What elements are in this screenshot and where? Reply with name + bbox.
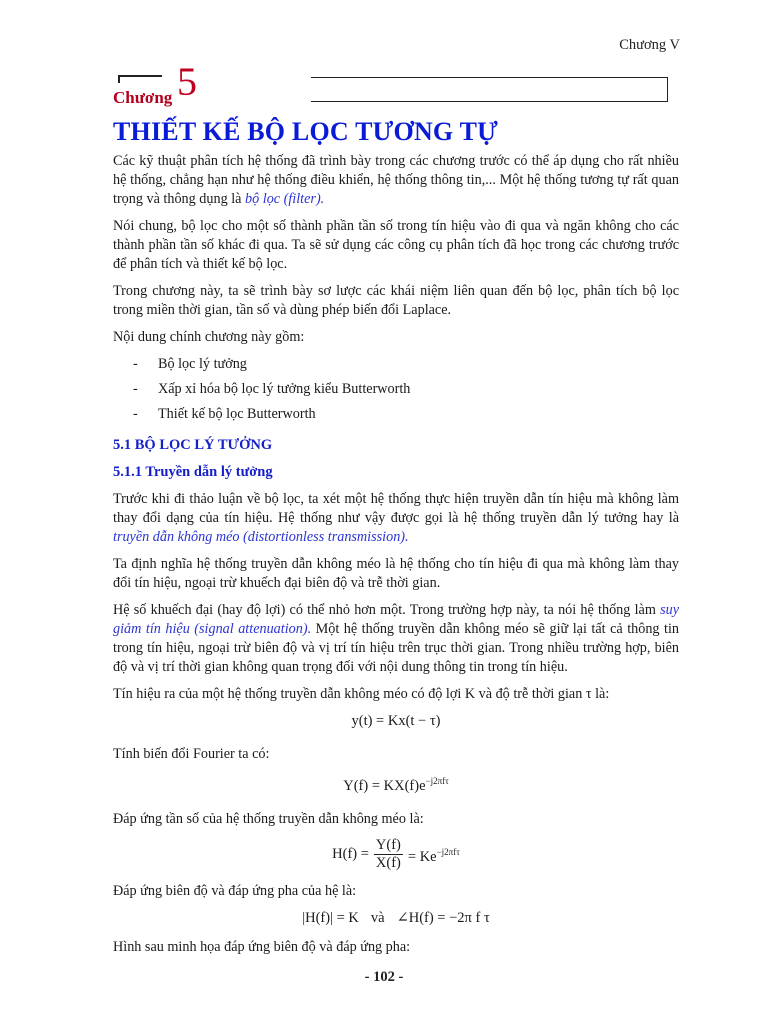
term-distortionless: truyền dẫn không méo (distortionless transmission).: [113, 529, 409, 545]
document-body: [113, 152, 679, 965]
frequency-response-paragraph: Đáp ứng tần số của hệ thống truyền dẫn không méo là:: [113, 811, 424, 827]
contents-list: [113, 355, 679, 424]
equation-time-domain: y(t) = Kx(t − τ): [351, 713, 441, 729]
page-number: - 102 -: [364, 969, 404, 985]
chapter-heading-box: [113, 59, 669, 110]
ideal-transmission-paragraph: Trước khi đi thảo luận về bộ lọc, ta xét một hệ thống thực hiện truyền dẫn tín hiệu mà không làm thay đổi dạng của tín hiệu. Hệ thống như vậy được gọi là hệ thống truyền dẫn lý tưởng hay là truyền dẫn không méo (distortionless transmission).: [113, 491, 679, 545]
magnitude-phase-paragraph: Đáp ứng biên độ và đáp ứng pha của hệ là:: [113, 883, 357, 899]
equation-fourier: $Y(f) = KX(f)e^{-j2\pi f\tau}$: [343, 776, 449, 794]
intro-paragraph: Các kỹ thuật phân tích hệ thống đã trình bày trong các chương trước có thể áp dụng cho rất nhiều hệ thống, chẳng hạn như hệ thống điều khiển, hệ thống thông tin,... Một hệ thống tương tự rất quan trọng và thông dụng là bộ lọc (filter).: [113, 153, 679, 207]
equation-transfer-function: H(f) = $\frac{Y(f)}{X(f)}$ = $Ke^{-j2\pi f\tau}$: [332, 837, 460, 871]
figure-intro-paragraph: Hình sau minh họa đáp ứng biên độ và đáp ứng pha:: [113, 939, 411, 955]
fraction: $\frac{Y(f)}{X(f)}$: [375, 837, 401, 871]
filter-definition-paragraph: Nói chung, bộ lọc cho một số thành phần tần số trong tín hiệu vào đi qua và ngăn không cho các thành phần tần số khác đi qua. Ta sẽ sử dụng các công cụ phân tích đã học trong các chương trước để phân tích và thiết kế bộ lọc.: [113, 218, 679, 272]
list-item: - Thiết kế bộ lọc Butterworth: [133, 406, 316, 422]
chapter-rule-top: [118, 75, 162, 77]
term-attenuation: suy giảm tín hiệu (signal attenuation).: [113, 602, 679, 637]
list-item: - Xấp xỉ hóa bộ lọc lý tưởng kiểu Butterworth: [133, 381, 411, 397]
equation-magnitude-phase: |H(f)| = K và ∠H(f) = −2π f τ: [302, 910, 490, 926]
list-item: - Bộ lọc lý tưởng: [133, 356, 247, 372]
chapter-rule-left: [118, 75, 120, 83]
term-filter: bộ lọc (filter).: [245, 191, 325, 207]
running-header: Chương V: [619, 37, 680, 53]
fourier-paragraph: Tính biến đổi Fourier ta có:: [113, 746, 270, 762]
section-heading: 5.1 BỘ LỌC LÝ TƯỞNG: [113, 437, 273, 453]
chapter-overview-paragraph: Trong chương này, ta sẽ trình bày sơ lược các khái niệm liên quan đến bộ lọc, phân tích bộ lọc trong miền thời gian, tần số và dùng phép biến đổi Laplace.: [113, 283, 679, 318]
chapter-label: Chương: [113, 88, 173, 107]
attenuation-paragraph: Hệ số khuếch đại (hay độ lợi) có thể nhỏ hơn một. Trong trường hợp này, ta nói hệ thống làm suy giảm tín hiệu (signal attenuation). Một hệ thống truyền dẫn không méo sẽ giữ lại tất cả thông tin trong tín hiệu, ngoại trừ biên độ và vị trí tín hiệu trên trục thời gian. Trong nhiều trường hợp, biên độ và vị trí thời gian không quan trọng đối với nội dung thông tin trong tín hiệu.: [113, 602, 679, 675]
definition-paragraph: Ta định nghĩa hệ thống truyền dẫn không méo là hệ thống cho tín hiệu đi qua mà không làm thay đổi tín hiệu, ngoại trừ khuếch đại biên độ và trễ thời gian.: [113, 556, 679, 591]
chapter-frame: [311, 77, 668, 102]
contents-intro: Nội dung chính chương này gồm:: [113, 329, 305, 345]
chapter-number: 5: [177, 59, 197, 104]
subsection-heading: 5.1.1 Truyền dẫn lý tưởng: [113, 464, 273, 480]
chapter-title: THIẾT KẾ BỘ LỌC TƯƠNG TỰ: [113, 117, 499, 146]
output-signal-paragraph: Tín hiệu ra của một hệ thống truyền dẫn không méo có độ lợi K và độ trễ thời gian τ là:: [113, 686, 610, 702]
